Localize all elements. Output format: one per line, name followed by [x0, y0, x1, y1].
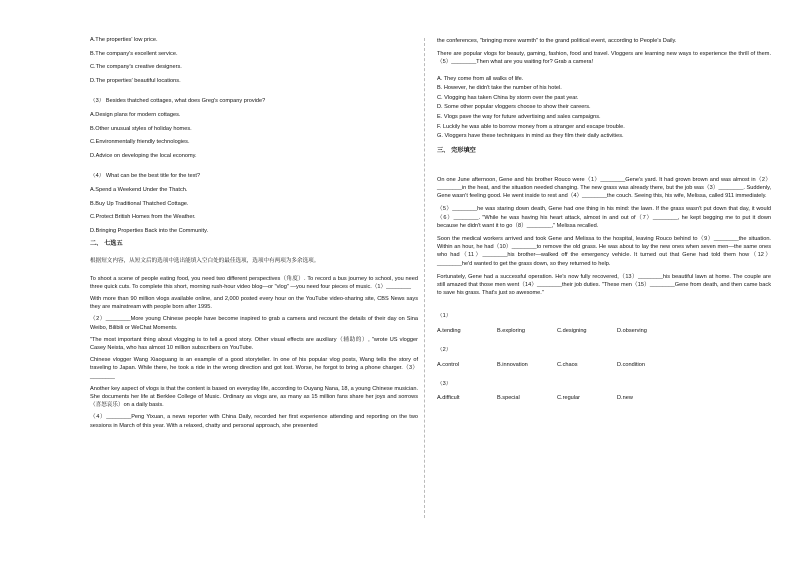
cloze-option[interactable]: B.exploring — [497, 328, 525, 334]
section-title: 二、 七选五 — [90, 240, 123, 248]
passage-paragraph: On one June afternoon, Gene and his brother Rouco were（1）________Gene's yard. It had grown brown and was almost in（2）________in the heat, and the situation needed changing. The new grass was already there, but the job was（3）________. Suddenly, Gene wasn't feeling good. He went inside to rest and（4）________the couch. Seeing this, his wife, Melissa, called 911 immediately. — [437, 176, 771, 200]
option[interactable]: D.Advice on developing the local economy. — [90, 152, 197, 159]
column-divider — [424, 38, 425, 518]
right-column — [437, 37, 771, 402]
cloze-options — [437, 327, 771, 335]
instruction: 根据短文内容，从短文后的选项中选出能填入空白处的最佳选项，选项中有两项为多余选项。 — [90, 258, 320, 265]
option[interactable]: B.Other unusual styles of holiday homes. — [90, 125, 192, 132]
option[interactable]: A.The properties' low price. — [90, 37, 158, 43]
passage-paragraph: With more than 90 million vlogs available online, and 2,000 posted every hour on the YouTube video-sharing site, CBS News says they are mainstream with people born after 1995. — [90, 295, 418, 311]
option[interactable]: D.The properties' beautiful locations. — [90, 77, 181, 84]
passage-paragraph: Fortunately, Gene had a successful operation. He's now fully recovered,（13）________his beautiful lawn at home. The couple are still amazed that those men went（14）________their job duties. "These men（15）________Gene from death, and then came back to save his grass. That's just so awesome." — [437, 273, 771, 297]
question-stem: （3） Besides thatched cottages, what does Greg's company provide? — [90, 98, 266, 105]
cloze-option[interactable]: C.chaos — [557, 361, 578, 368]
seven-option[interactable]: D. Some other popular vloggers choose to show their careers. — [437, 104, 591, 111]
cloze-option[interactable]: A.tending — [437, 328, 461, 334]
cloze-option[interactable]: A.difficult — [437, 395, 460, 402]
cloze-options — [437, 394, 771, 402]
option[interactable]: C.Protect British Homes from the Weather. — [90, 214, 196, 221]
option[interactable]: B.Buy Up Traditional Thatched Cottage. — [90, 200, 189, 207]
cloze-option[interactable]: D.new — [617, 395, 633, 402]
passage-paragraph: There are popular vlogs for beauty, gaming, fashion, food and travel. Vloggers are learning new ways to experience the thrill of them.（5）________Then what are you waiting for? Grab a camera! — [437, 51, 771, 66]
cloze-option[interactable]: C.designing — [557, 328, 587, 334]
passage-paragraph: Soon the medical workers arrived and took Gene and Melissa to the hospital, leaving Rouco behind to（9）________the situation. Within an hour, he had（10）________to remove the old grass. He was about to lay the new ones when seven men—the same ones who had（11）________his brother—walked off the emergency vehicle. It turned out that Gene had told them how（12）________he'd wanted to get the grass down, so they returned to help. — [437, 235, 771, 267]
passage-paragraph: （5）________he was staring down death, Gene had one thing in his mind: the lawn. If the grass wasn't put down that day, it would（6）________. "While he was having his heart attack, almost in and out of（7）________, he kept begging me to put it down because he didn't want it to go（8）________," Melissa recalled. — [437, 206, 771, 229]
cloze-option[interactable]: B.innovation — [497, 361, 528, 368]
seven-option[interactable]: B. However, he didn't take the number of his hotel. — [437, 85, 562, 92]
cloze-number: （2） — [437, 347, 452, 353]
question-stem: （4） What can be the best title for the text? — [90, 173, 201, 180]
cloze-option[interactable]: A.control — [437, 361, 460, 368]
passage-paragraph: （4）________Peng Yixuan, a news reporter with China Daily, recorded her first experience attending and reporting on the two sessions in March of this year. With a relaxed, chatty and personal approach, she presented — [90, 414, 418, 429]
passage-paragraph: "The most important thing about vlogging is to tell a good story. Other visual effects are auxiliary（辅助的）, "wrote US vlogger Casey Neista, who has almost 10 million subscribers on YouTube. — [90, 336, 418, 351]
passage-paragraph: the conferences, "bringing more warmth" to the grand political event, according to People's Daily. — [437, 38, 677, 44]
seven-option[interactable]: E. Vlogs pave the way for future advertising and sales campaigns. — [437, 113, 601, 120]
option[interactable]: C.The company's creative designers. — [90, 64, 182, 71]
seven-option[interactable]: A. They come from all walks of life. — [437, 75, 524, 82]
cloze-options — [437, 361, 771, 369]
passage-paragraph: Another key aspect of vlogs is that the content is based on everyday life, according to Ouyang Nana, 18, a young Chinese musician. She documents her life at Berklee College of Music. Ordinary as vlogs are, as many as 15 million fans share her joys and sorrows（喜怒哀乐）on a daily basis. — [90, 385, 418, 409]
option[interactable]: D.Bringing Properties Back into the Community. — [90, 227, 209, 234]
option[interactable]: A.Design plans for modern cottages. — [90, 111, 181, 118]
seven-option[interactable]: F. Luckily he was able to borrow money from a stranger and escape trouble. — [437, 123, 625, 130]
cloze-number: （3） — [437, 380, 452, 387]
passage-paragraph: To shoot a scene of people eating food, you need two different perspectives（角度）. To record a bus journey to school, you need three quick cuts. To complete this short, morning rush-hour video blog—or "vlog" —you need four pieces of music.（1）________ — [90, 275, 418, 290]
cloze-option[interactable]: B.special — [497, 395, 520, 402]
cloze-option[interactable]: C.regular — [557, 395, 581, 402]
left-column — [90, 37, 418, 430]
passage-paragraph: （2）________More young Chinese people have become inspired to grab a camera and recount the details of their day on Sina Weibo, Bilibili or WeChat Moments. — [90, 316, 418, 331]
option[interactable]: A.Spend a Weekend Under the Thatch. — [90, 186, 188, 193]
seven-option[interactable]: C. Vlogging has taken China by storm over the past year. — [437, 94, 579, 101]
passage-paragraph: Chinese vlogger Wang Xiaoguang is an example of a good storyteller. In one of his popular vlog posts, Wang tells the story of traveling to Japan. While there, he took a ride in the wrong direction and got lost. Worse, he forgot to bring a phone charger.（3）________ — [90, 357, 418, 380]
cloze-number: （1） — [437, 313, 452, 320]
seven-option[interactable]: G. Vloggers have these techniques in mind as they film their daily activities. — [437, 133, 624, 140]
option[interactable]: B.The company's excellent service. — [90, 50, 178, 57]
option[interactable]: C.Environmentally friendly technologies. — [90, 139, 190, 146]
section-title: 三、 完形填空 — [437, 146, 476, 154]
cloze-option[interactable]: D.condition — [617, 361, 645, 368]
cloze-option[interactable]: D.observing — [617, 328, 647, 334]
